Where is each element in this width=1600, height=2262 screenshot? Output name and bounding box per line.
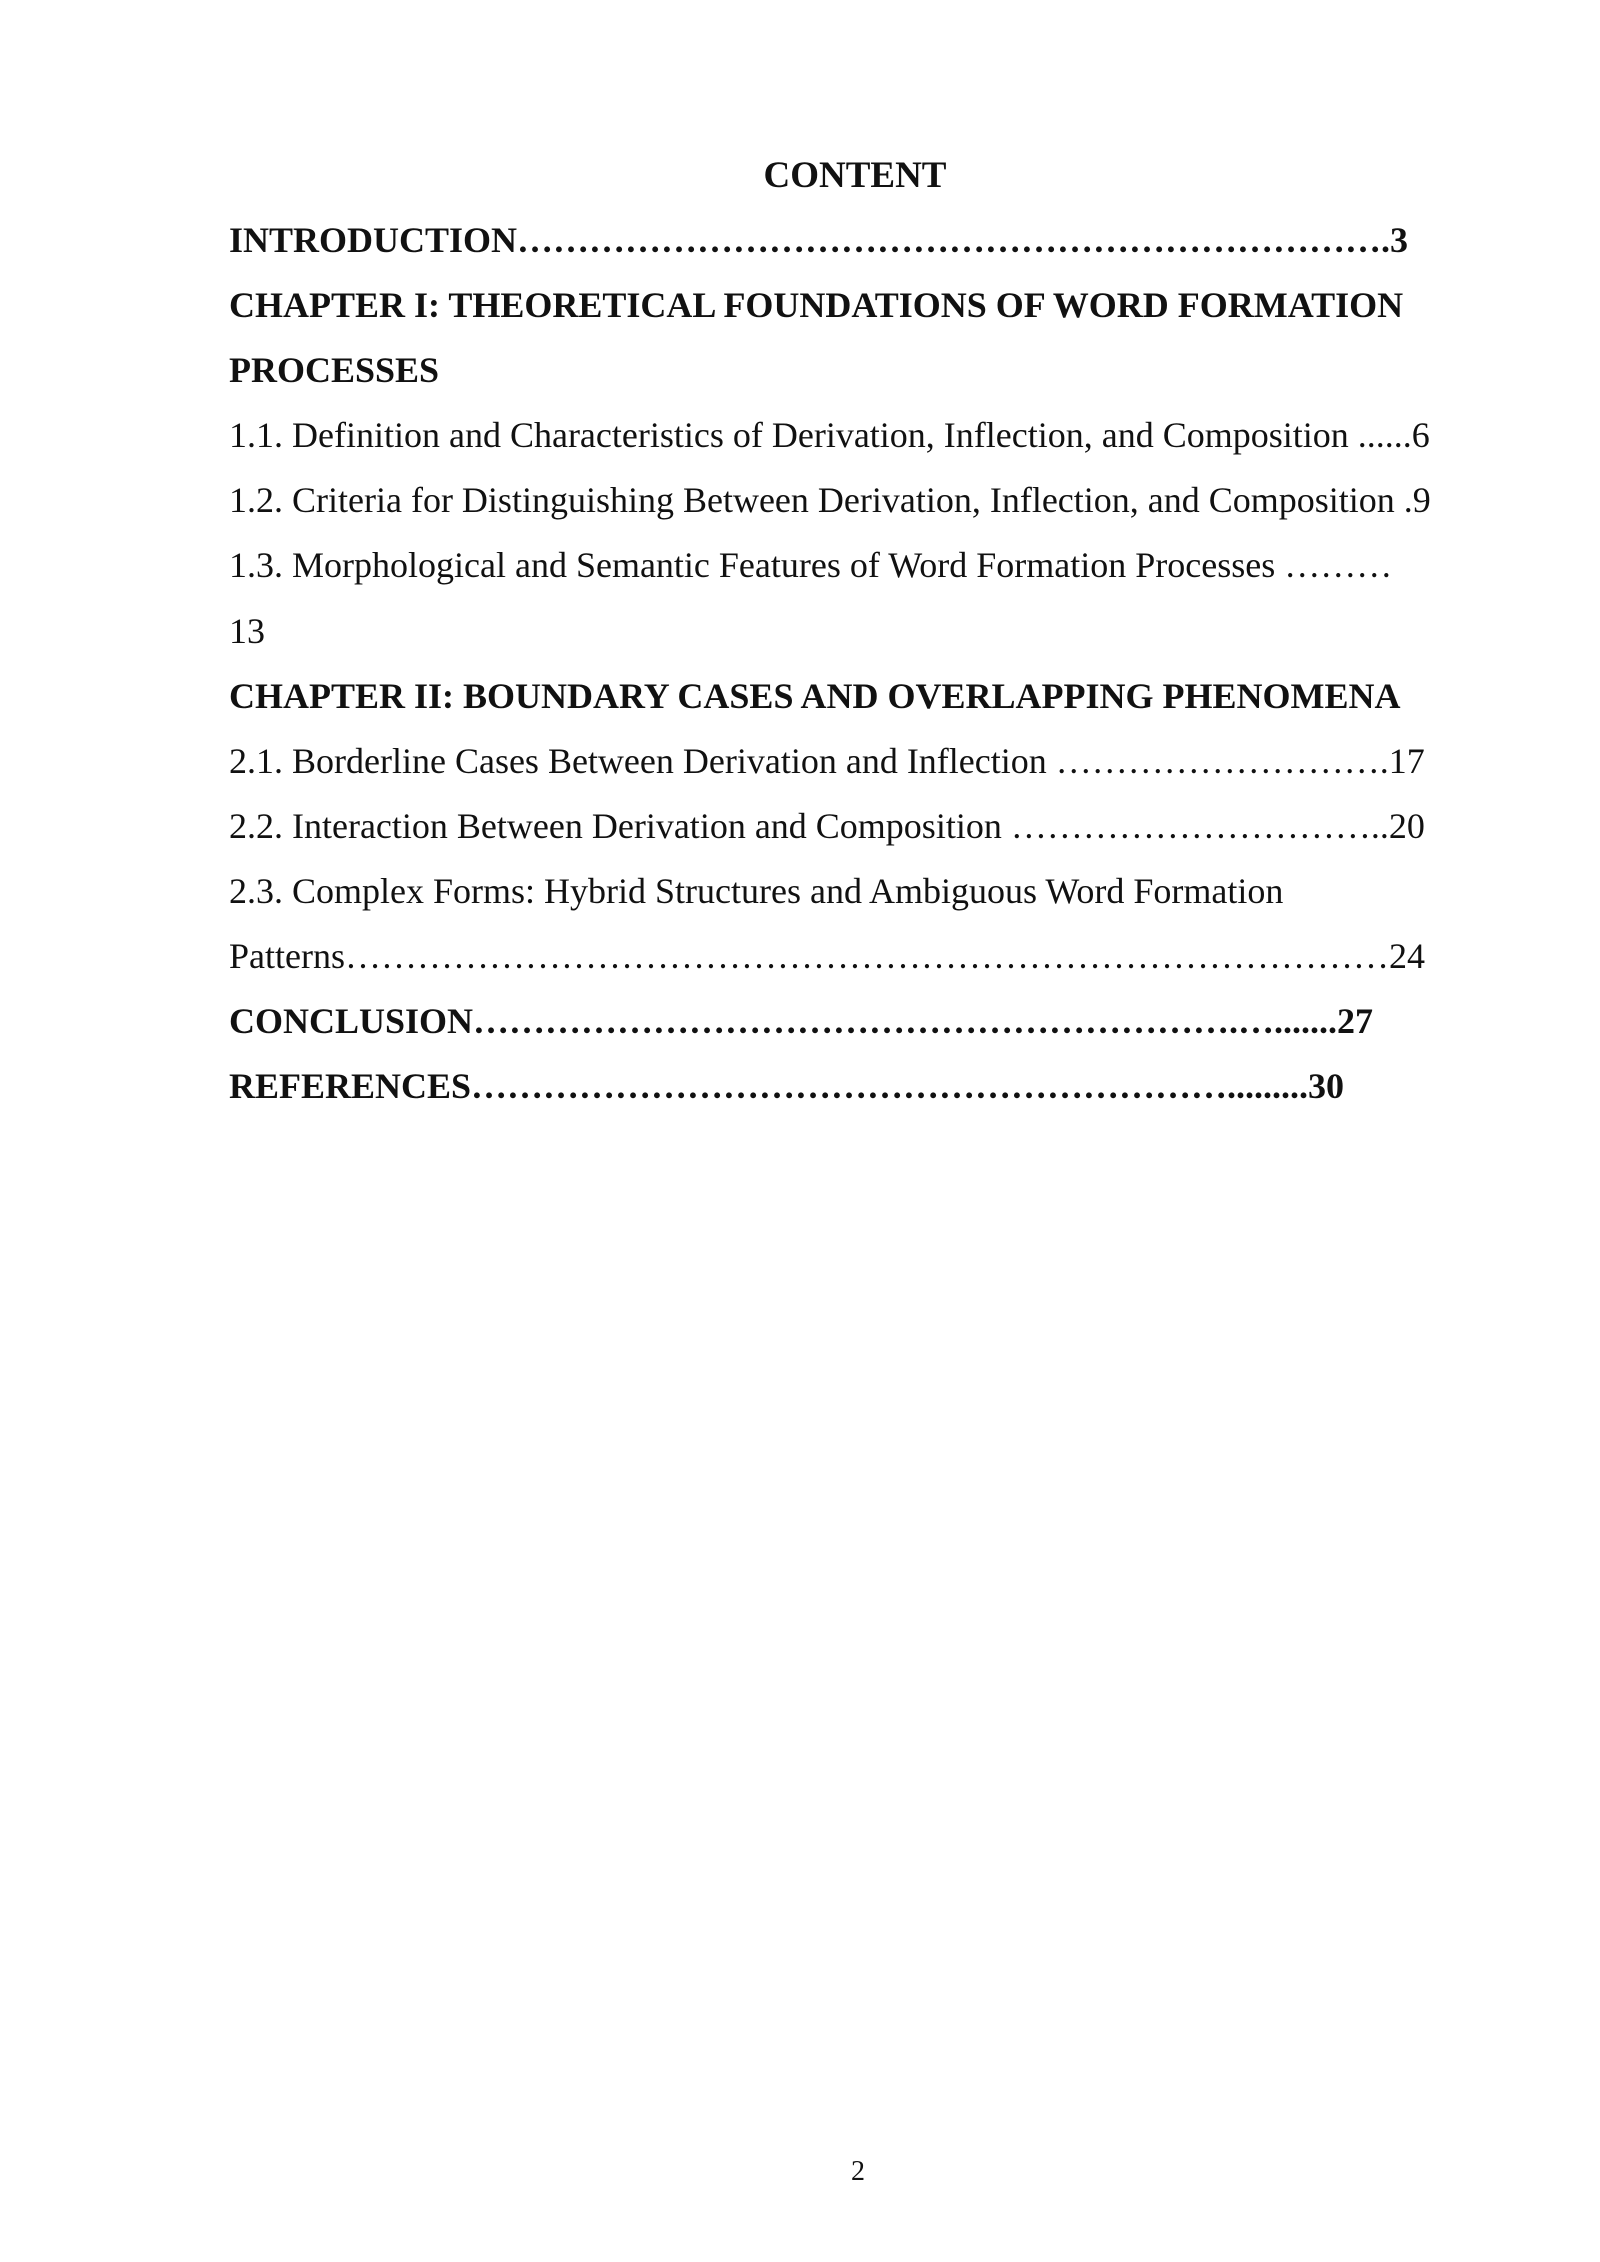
toc-line-conclusion: CONCLUSION……………………………………………………….….......27 [229, 1001, 1374, 1042]
toc-line-chapter-2: CHAPTER II: BOUNDARY CASES AND OVERLAPPING PHENOMENA [229, 675, 1401, 716]
toc-line-chapter-1-continued: PROCESSES [229, 350, 440, 391]
toc-line-section-2-1: 2.1. Borderline Cases Between Derivation and Inflection ……………………….17 [229, 740, 1425, 781]
toc-line-section-2-2: 2.2. Interaction Between Derivation and Composition …………………………..20 [229, 805, 1425, 846]
toc-line-chapter-1: CHAPTER I: THEORETICAL FOUNDATIONS OF WORD FORMATION [229, 285, 1404, 326]
toc-line-introduction: INTRODUCTION……………………………………………………………….3 [229, 220, 1409, 260]
table-of-contents [229, 208, 1509, 1119]
toc-title: CONTENT [763, 155, 947, 196]
toc-line-section-2-3-continued: Patterns……………………………………………………………………………24 [229, 936, 1425, 977]
toc-line-section-1-1: 1.1. Definition and Characteristics of Derivation, Inflection, and Composition ......6 [229, 415, 1430, 456]
page-number: 2 [851, 2156, 865, 2187]
toc-line-section-1-2: 1.2. Criteria for Distinguishing Between Derivation, Inflection, and Composition .9 [229, 480, 1431, 521]
toc-line-section-2-3: 2.3. Complex Forms: Hybrid Structures and Ambiguous Word Formation [229, 870, 1284, 911]
toc-line-section-1-3-page: 13 [229, 610, 265, 651]
toc-line-section-1-3: 1.3. Morphological and Semantic Features of Word Formation Processes ……… [229, 545, 1393, 586]
toc-line-references: REFERENCES……………………………………………………….........30 [229, 1066, 1345, 1107]
